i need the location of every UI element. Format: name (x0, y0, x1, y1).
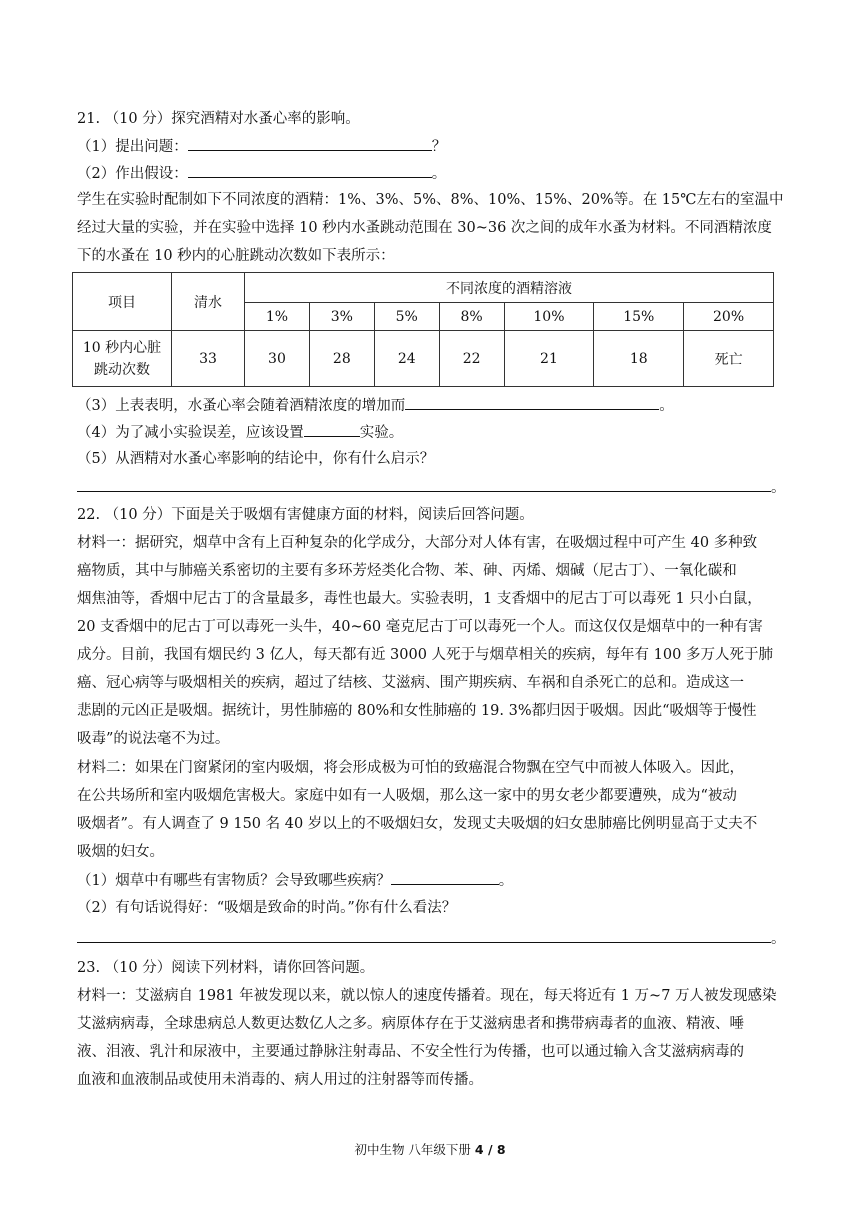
q22-material-line: 癌、冠心病等与吸烟相关的疾病，超过了结核、艾滋病、围产期疾病、车祸和自杀死亡的总和。造成这一 (77, 675, 744, 691)
table-header-concentration: 5% (374, 303, 439, 331)
q22-material-line: 在公共场所和室内吸烟危害极大。家庭中如有一人吸烟，那么这一家中的男女老少都要遭殃，成为“被动 (77, 788, 737, 804)
q22-material-line: 吸毒”的说法毫不为过。 (77, 731, 230, 747)
q21-part1-end: ？ (431, 139, 447, 155)
q21-part3 (77, 395, 783, 416)
table-row-label-line: 跳动次数 (94, 361, 150, 378)
table-cell: 死亡 (684, 331, 774, 387)
table-cell: 18 (594, 331, 684, 387)
table-cell-water: 33 (172, 331, 245, 387)
table-header-concentration: 20% (684, 303, 774, 331)
footer-text: 初中生物 八年级下册 (354, 1142, 475, 1157)
q21-part2 (77, 163, 783, 184)
q21-intro-line: 下的水蚤在 10 秒内的心脏跳动次数如下表所示： (77, 248, 395, 264)
q23-title: 23. （10 分）阅读下列材料，请你回答问题。 (77, 960, 375, 976)
answer-blank[interactable] (188, 163, 432, 178)
table-header-concentration: 15% (594, 303, 684, 331)
q22-title: 22. （10 分）下面是关于吸烟有害健康方面的材料，阅读后回答问题。 (77, 507, 534, 523)
table-cell: 21 (504, 331, 594, 387)
q21-intro-line: 经过大量的实验，并在实验中选择 10 秒内水蚤跳动范围在 30~36 次之间的成年水蚤为材料。不同酒精浓度 (77, 220, 772, 236)
answer-line-end: 。 (771, 931, 786, 947)
q22-material-line: 烟焦油等，香烟中尼古丁的含量最多，毒性也最大。实验表明，1 支香烟中的尼古丁可以毒死 1 只小白鼠， (77, 591, 762, 607)
q22-part1-text: （1）烟草中有哪些有害物质？会导致哪些疾病？ (77, 873, 391, 889)
table-cell: 28 (309, 331, 374, 387)
answer-line-end: 。 (771, 480, 786, 496)
q22-material-line: 材料一：据研究，烟草中含有上百种复杂的化学成分，大部分对人体有害，在吸烟过程中可产生 40 多种致 (77, 535, 758, 551)
q21-part1 (77, 136, 783, 157)
q22-material-line: 成分。目前，我国有烟民约 3 亿人，每天都有近 3000 人死于与烟草相关的疾病，每年有 100 多万人死于肺 (77, 647, 773, 663)
table-row-label (73, 331, 172, 387)
q22-material-line: 材料二：如果在门窗紧闭的室内吸烟，将会形成极为可怕的致癌混合物飘在空气中而被人体吸入。因此， (77, 760, 744, 776)
answer-line[interactable] (77, 942, 771, 943)
q21-intro-line: 学生在实验时配制如下不同浓度的酒精：1%、3%、5%、8%、10%、15%、20%等。在 15℃左右的室温中 (77, 192, 783, 208)
q21-title: 21. （10 分）探究酒精对水蚤心率的影响。 (77, 111, 360, 127)
q23-material-line: 液、泪液、乳汁和尿液中，主要通过静脉注射毒品、不安全性行为传播，也可以通过输入含艾滋病病毒的 (77, 1044, 744, 1060)
answer-blank[interactable] (188, 136, 432, 151)
q22-material-line: 悲剧的元凶正是吸烟。据统计，男性肺癌的 80%和女性肺癌的 19. 3%都归因于吸烟。因此“吸烟等于慢性 (77, 703, 757, 719)
q21-part5: （5）从酒精对水蚤心率影响的结论中，你有什么启示？ (77, 451, 435, 467)
table-header-group: 不同浓度的酒精溶液 (245, 273, 774, 303)
q22-material-line: 吸烟的妇女。 (77, 844, 164, 860)
q22-material-line: 20 支香烟中的尼古丁可以毒死一头牛，40~60 毫克尼古丁可以毒死一个人。而这仅仅是烟草中的一种有害 (77, 619, 763, 635)
q23-material-line: 艾滋病病毒，全球患病总人数更达数亿人之多。病原体存在于艾滋病患者和携带病毒者的血液、精液、唾 (77, 1016, 744, 1032)
q21-part2-end: 。 (431, 166, 447, 182)
answer-blank[interactable] (304, 422, 360, 437)
table-cell: 30 (245, 331, 310, 387)
answer-blank[interactable] (405, 395, 659, 410)
q22-part1-end: 。 (498, 873, 514, 889)
table-row-label-line: 10 秒内心脏 (82, 339, 162, 356)
heart-rate-table (72, 272, 774, 387)
table-header-concentration: 1% (245, 303, 310, 331)
table-header-concentration: 8% (439, 303, 504, 331)
page-number: 4 / 8 (474, 1142, 506, 1157)
q21-part2-label: （2）作出假设： (77, 166, 188, 182)
q21-part3-end: 。 (659, 398, 674, 414)
q23-material-line: 血液和血液制品或使用未消毒的、病人用过的注射器等而传播。 (77, 1072, 483, 1088)
answer-blank[interactable] (391, 870, 499, 885)
q22-part1 (77, 870, 783, 891)
q22-part2: （2）有句话说得好：“吸烟是致命的时尚。”你有什么看法？ (77, 900, 457, 916)
table-cell: 22 (439, 331, 504, 387)
table-header-water: 清水 (172, 273, 245, 331)
q21-part3-text: （3）上表表明，水蚤心率会随着酒精浓度的增加而 (77, 398, 406, 414)
q22-material-line: 癌物质，其中与肺癌关系密切的主要有多环芳烃类化合物、苯、砷、丙烯、烟碱（尼古丁）、一氧化碳和 (77, 563, 737, 579)
q21-part1-label: （1）提出问题： (77, 139, 188, 155)
q21-part4-text: （4）为了减小实验误差，应该设置 (77, 425, 304, 441)
answer-line[interactable] (77, 491, 771, 492)
page-footer (0, 1140, 860, 1158)
table-header-concentration: 10% (504, 303, 594, 331)
q21-part4 (77, 422, 783, 443)
q22-material-line: 吸烟者”。有人调查了 9 150 名 40 岁以上的不吸烟妇女，发现丈夫吸烟的妇女患肺癌比例明显高于丈夫不 (77, 816, 758, 832)
q21-part4-text-end: 实验。 (359, 425, 404, 441)
table-header-item: 项目 (73, 273, 172, 331)
table-header-concentration: 3% (309, 303, 374, 331)
q23-material-line: 材料一：艾滋病自 1981 年被发现以来，就以惊人的速度传播着。现在，每天将近有 1 万~7 万人被发现感染 (77, 988, 777, 1004)
table-cell: 24 (374, 331, 439, 387)
